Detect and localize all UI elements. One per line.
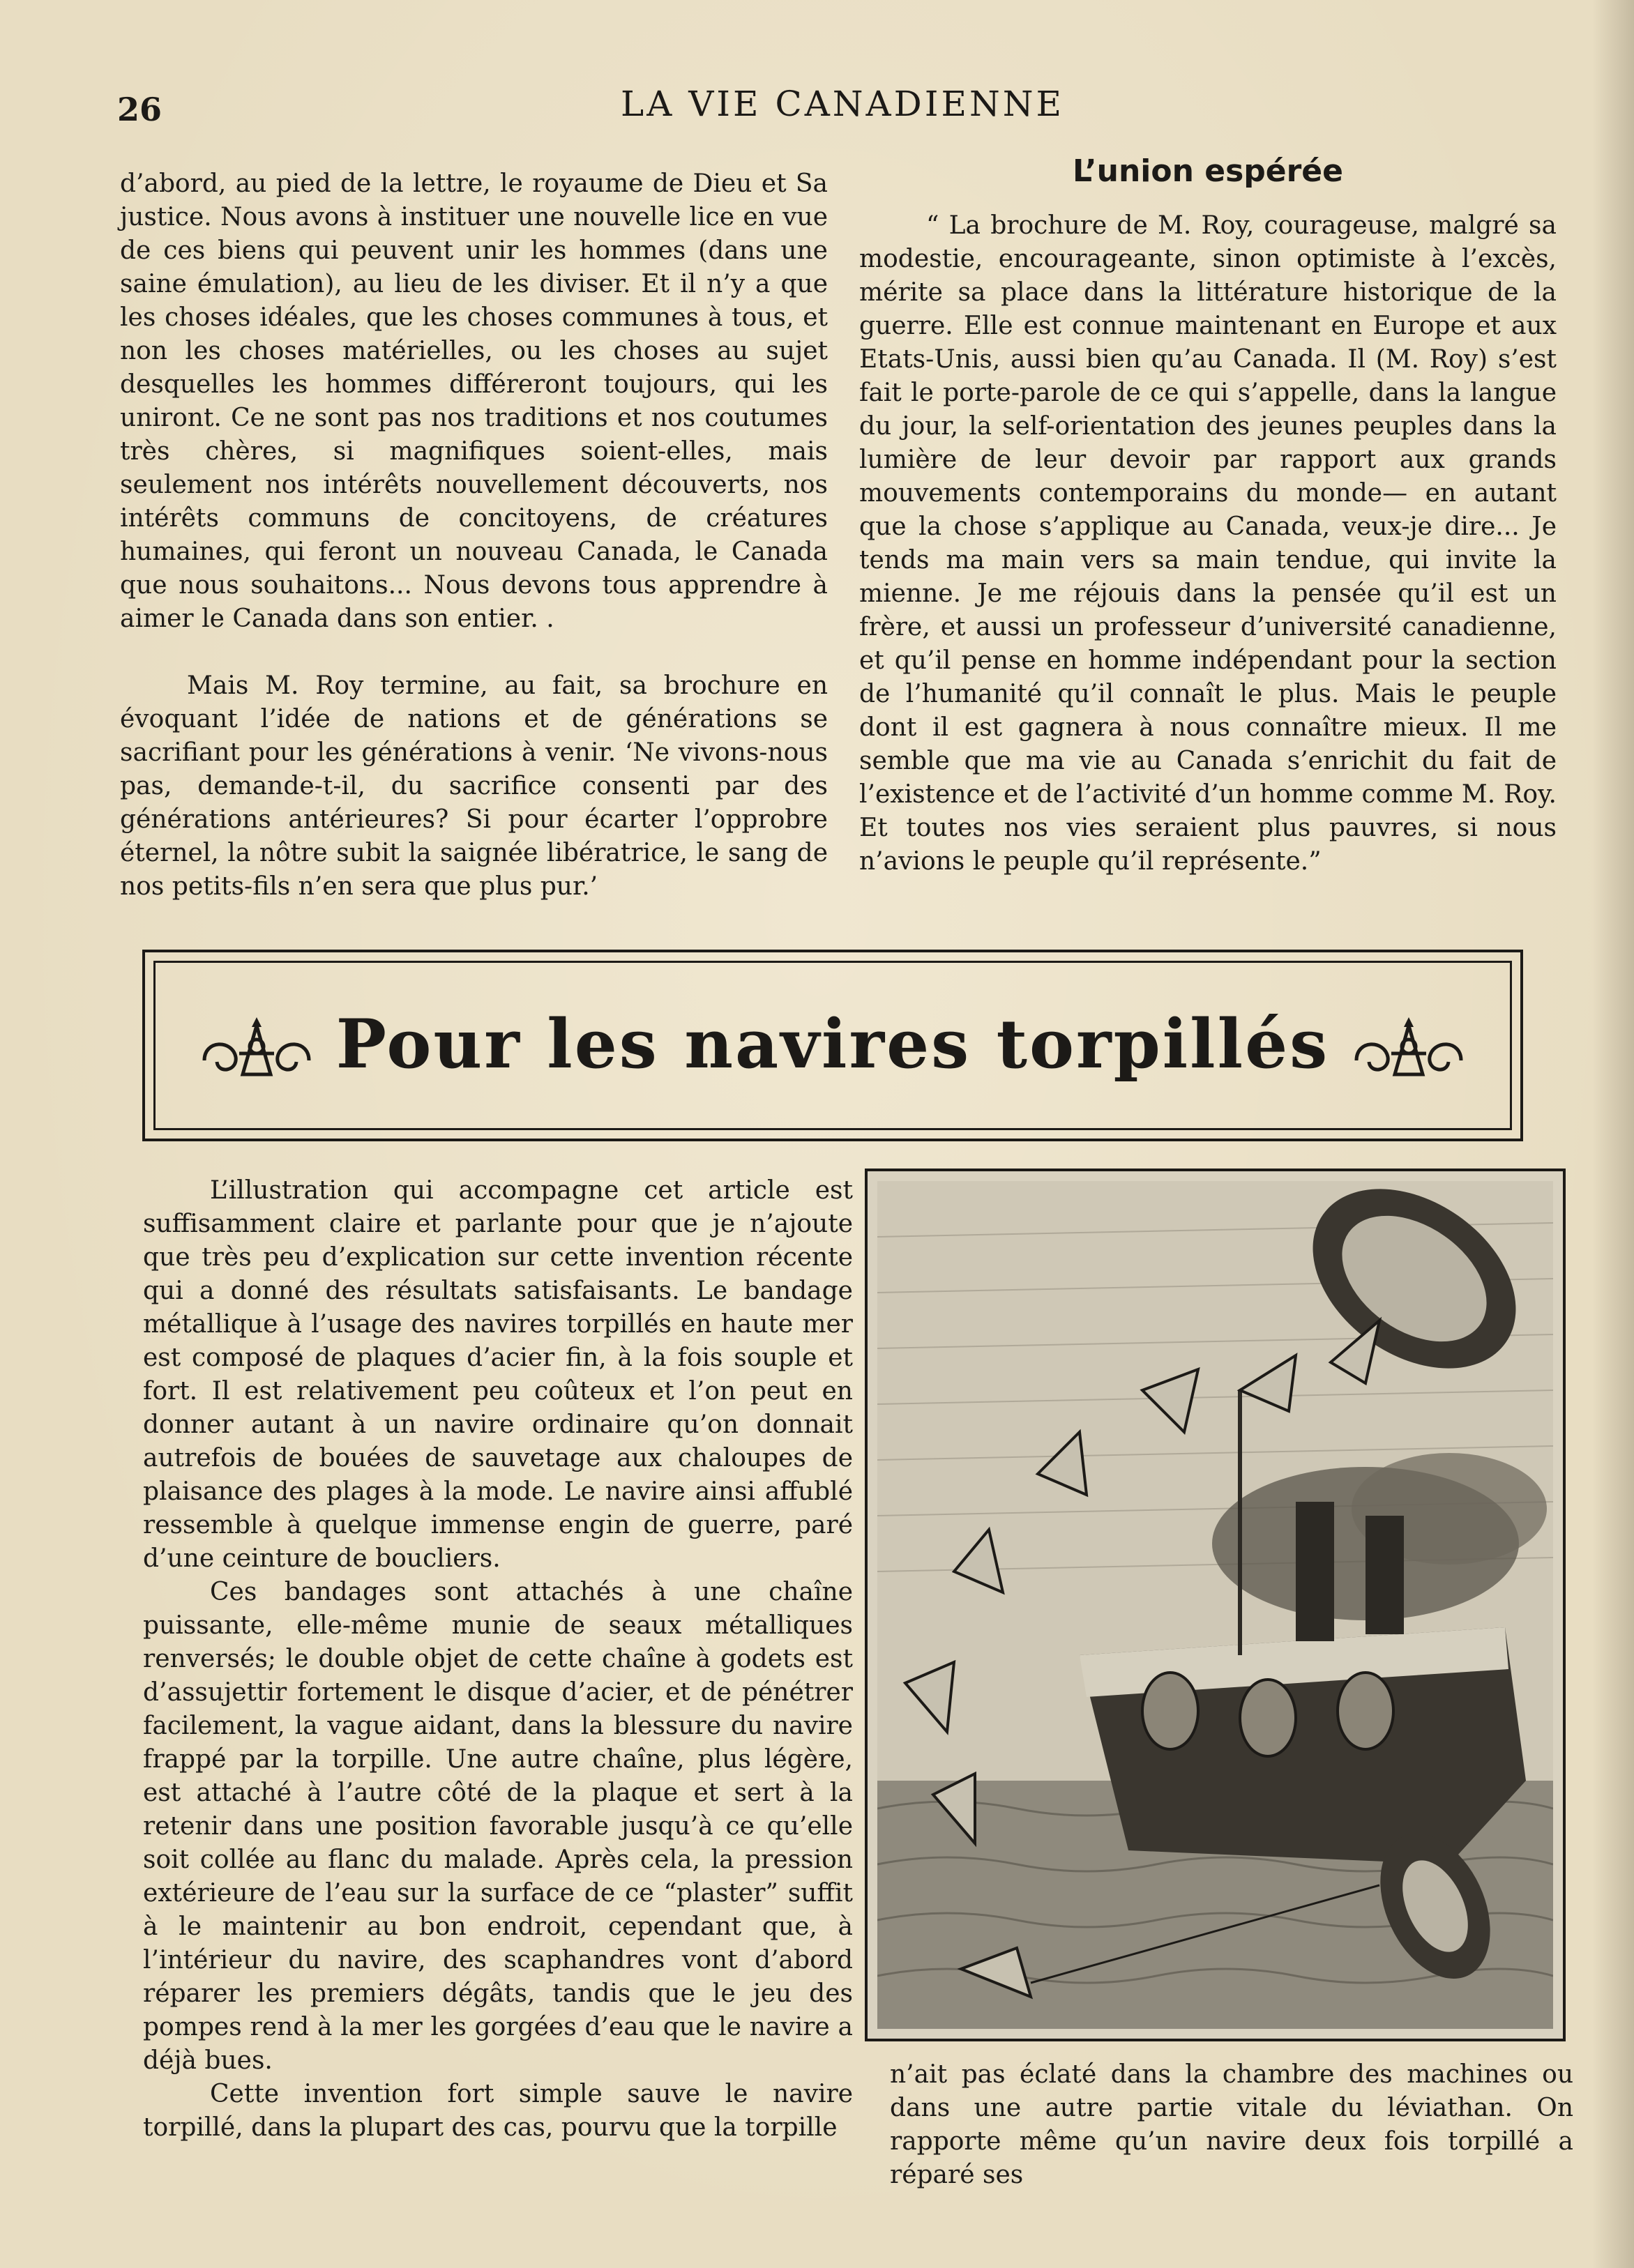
banner-title: Pour les navires torpillés [335,1005,1330,1083]
paragraph: L’illustration qui accompagne cet article est suffisamment claire et parlante pour que je n’ajoute que très peu d’explication sur cette invention récente qui a donné des résultats satisfaisants. Le bandage métallique à l’usage des navires torpillés en haute mer est composé de plaques d’acier fin, à la fois souple et fort. Il est relativement peu coûteux et l’on peut en donner autant à un navire ordinaire qu’on donnait autrefois de bouées de sauvetage aux chaloupes de plaisance des plages à la mode. Le navire ainsi affublé ressemble à quelque immense engin de guerre, paré d’une ceinture de boucliers. [143,1176,853,1573]
ship-engraving-image [877,1181,1553,2029]
ship-illustration [865,1169,1566,2041]
page-header [117,84,1568,139]
page-number: 26 [117,91,162,128]
running-head: LA VIE CANADIENNE [620,84,1065,124]
ornament-right-icon [1349,1012,1468,1088]
article-left-column [143,1174,853,2145]
article-banner [142,950,1523,1141]
paragraph: n’ait pas éclaté dans la chambre des machines ou dans une autre partie vitale du léviathan. On rapporte même qu’un navire deux fois torpillé a réparé ses [890,2060,1573,2189]
top-right-column [859,155,1557,878]
quote-paragraph: “ La brochure de M. Roy, courageuse, malgré sa modestie, encourageante, sinon optimiste à l’excès, mérite sa place dans la littérature historique de la guerre. Elle est connue maintenant en Europe et aux Etats-Unis, aussi bien qu’au Canada. Il (M. Roy) s’est fait le porte-parole de ce qui s’appelle, dans la langue du jour, la self-orientation des jeunes peuples dans la lumière de leur devoir par rapport aux grands mouvements contemporains du monde— en autant que la chose s’applique au Canada, veux-je dire... Je tends ma main vers sa main tendue, qui invite la mienne. Je me réjouis dans la pensée qu’il est un frère, et aussi un professeur d’université canadienne, et qu’il pense en homme indépendant pour la section de l’humanité qu’il connaît le plus. Mais le peuple dont il est gagnera à nous connaître mieux. Il me semble que ma vie au Canada s’enrichit du fait de l’existence et de l’activité d’un homme comme M. Roy. Et toutes nos vies seraient plus pauvres, si nous n’avions le peuple qu’il représente.” [859,211,1557,876]
section-title: L’union espérée [1073,153,1343,189]
top-left-column [120,167,828,904]
banner-inner-frame [153,961,1512,1130]
article-right-continuation [890,2058,1573,2192]
paragraph: Ces bandages sont attachés à une chaîne puissante, elle-même munie de seaux métalliques renversés; le double objet de cette chaîne à godets est d’assujettir fortement le disque d’acier, et de pénétrer facilement, la vague aidant, dans la blessure du navire frappé par la torpille. Une autre chaîne, plus légère, est attaché à l’autre côté de la plaque et sert à la retenir dans une position favorable jusqu’à ce qu’elle soit collée au flanc du malade. Après cela, la pression extérieure de l’eau sur la surface de ce “plaster” suffit à le maintenir au bon endroit, cependant que, à l’intérieur du navire, des scaphandres vont d’abord réparer les premiers dégâts, tandis que le jeu des pompes rend à la mer les gorgées d’eau que le navire a déjà bues. [143,1578,853,2075]
page-edge-shadow [1592,0,1634,2268]
paragraph: Cette invention fort simple sauve le navire torpillé, dans la plupart des cas, pourvu que la torpille [143,2080,853,2142]
paragraph: d’abord, au pied de la lettre, le royaume de Dieu et Sa justice. Nous avons à instituer une nouvelle lice en vue de ces biens qui peuvent unir les hommes (dans une saine émulation), au lieu de les diviser. Et il n’y a que les choses idéales, que les choses communes à tous, et non les choses matérielles, ou les choses au sujet desquelles les hommes différeront toujours, qui les uniront. Ce ne sont pas nos traditions et nos coutumes très chères, si magnifiques soient-elles, mais seulement nos intérêts nouvellement découverts, nos intérêts communs de concitoyens, de créatures humaines, qui feront un nouveau Canada, le Canada que nous souhaitons... Nous devons tous apprendre à aimer le Canada dans son entier. . [120,169,828,633]
paragraph: Mais M. Roy termine, au fait, sa brochure en évoquant l’idée de nations et de générations se sacrifiant pour les générations à venir. ‘Ne vivons-nous pas, demande-t-il, du sacrifice consenti par des générations antérieures? Si pour écarter l’opprobre éternel, la nôtre subit la saignée libératrice, le sang de nos petits-fils n’en sera que plus pur.’ [120,671,828,901]
